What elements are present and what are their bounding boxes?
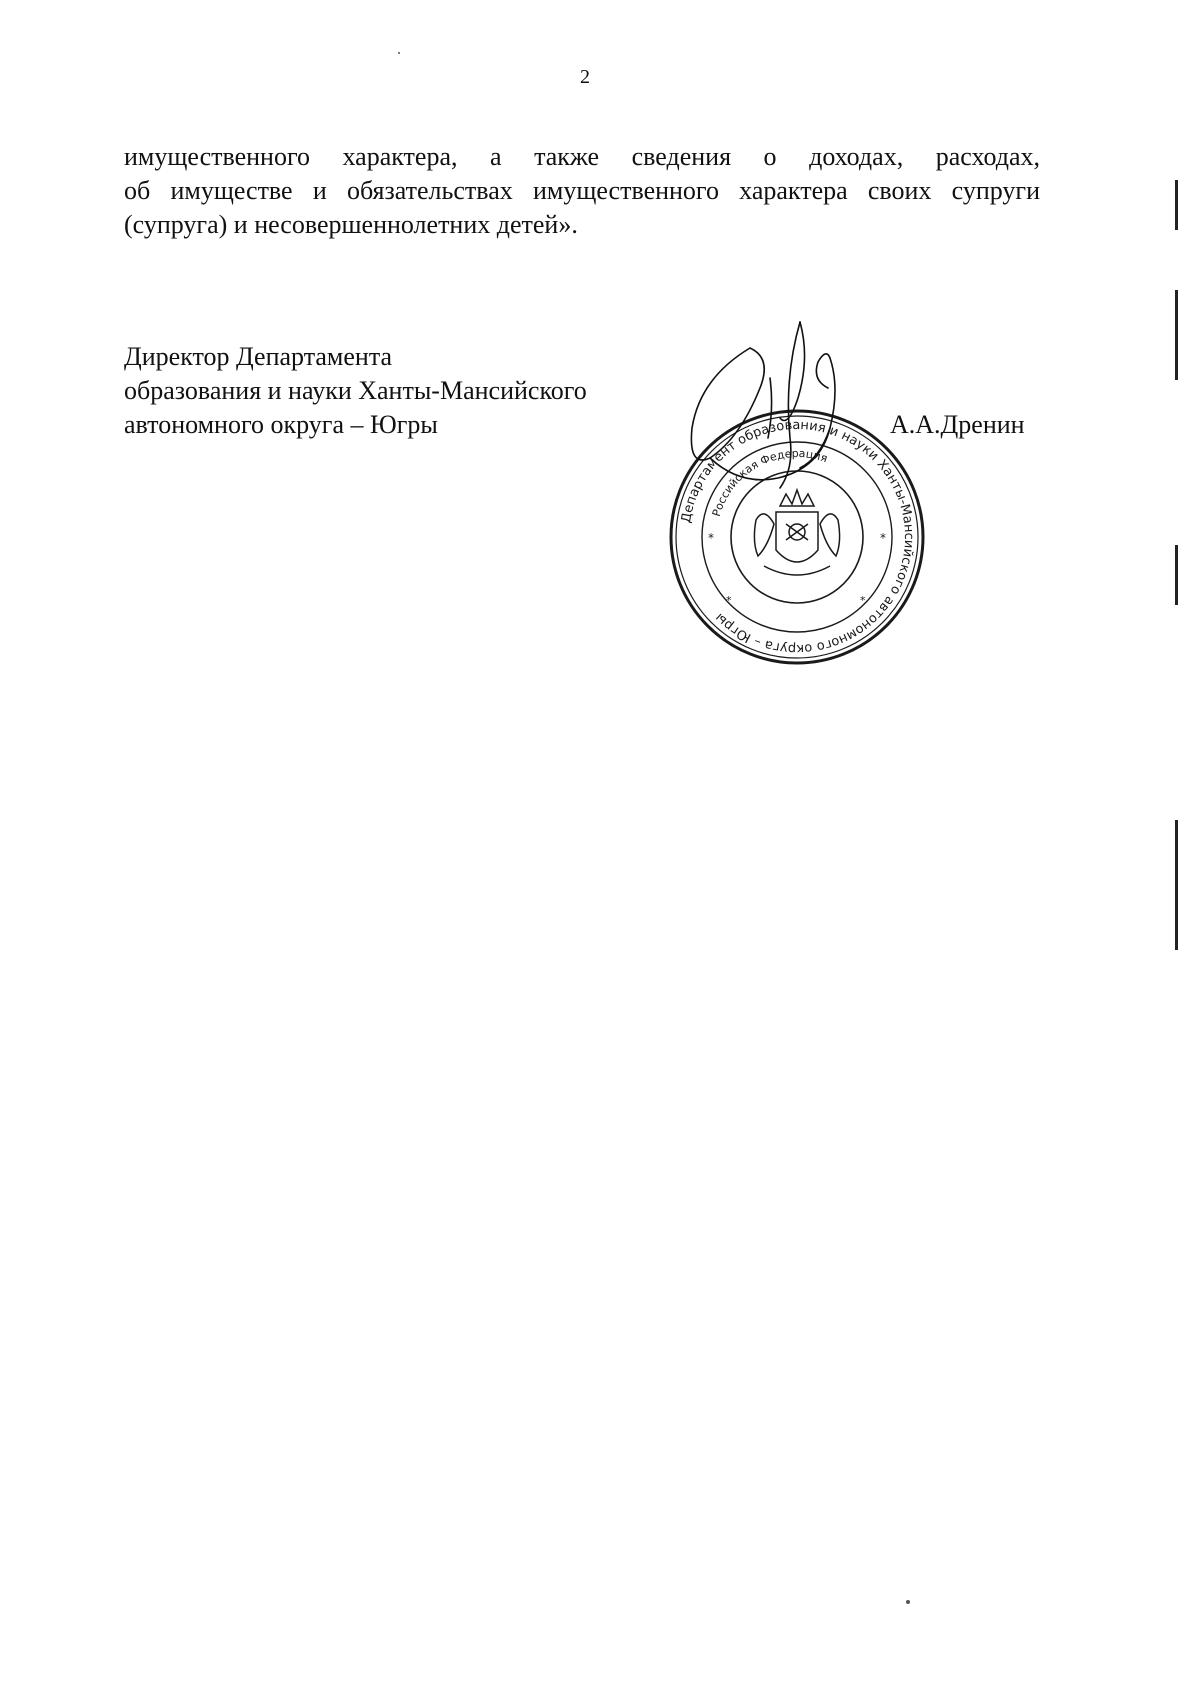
signer-name: А.А.Дренин bbox=[890, 410, 1025, 439]
signatory-title-line: образования и науки Ханты-Мансийского bbox=[124, 376, 587, 405]
page-number: 2 bbox=[580, 66, 590, 88]
handwritten-signature bbox=[680, 318, 890, 508]
body-line: имущественного характера, а также сведения о доходах, расходах, bbox=[124, 142, 1040, 171]
body-line: (супруга) и несовершеннолетних детей». bbox=[124, 210, 578, 239]
svg-text:*: * bbox=[860, 594, 866, 607]
body-line: об имуществе и обязательствах имущественного характера своих супруги bbox=[124, 176, 1040, 205]
seal-inner-text: Российская Федерация bbox=[709, 446, 830, 519]
seal-outer-text: Департамент образования и науки Ханты-Мансийского автономного округа – Югры bbox=[678, 417, 917, 657]
signatory-title-line: автономного округа – Югры bbox=[124, 410, 438, 439]
svg-text:*: * bbox=[726, 594, 732, 607]
signatory-title bbox=[124, 340, 587, 442]
svg-text:*: * bbox=[708, 531, 714, 545]
body-paragraph bbox=[124, 140, 1040, 242]
signatory-title-line: Директор Департамента bbox=[124, 342, 393, 371]
svg-text:*: * bbox=[880, 531, 886, 545]
